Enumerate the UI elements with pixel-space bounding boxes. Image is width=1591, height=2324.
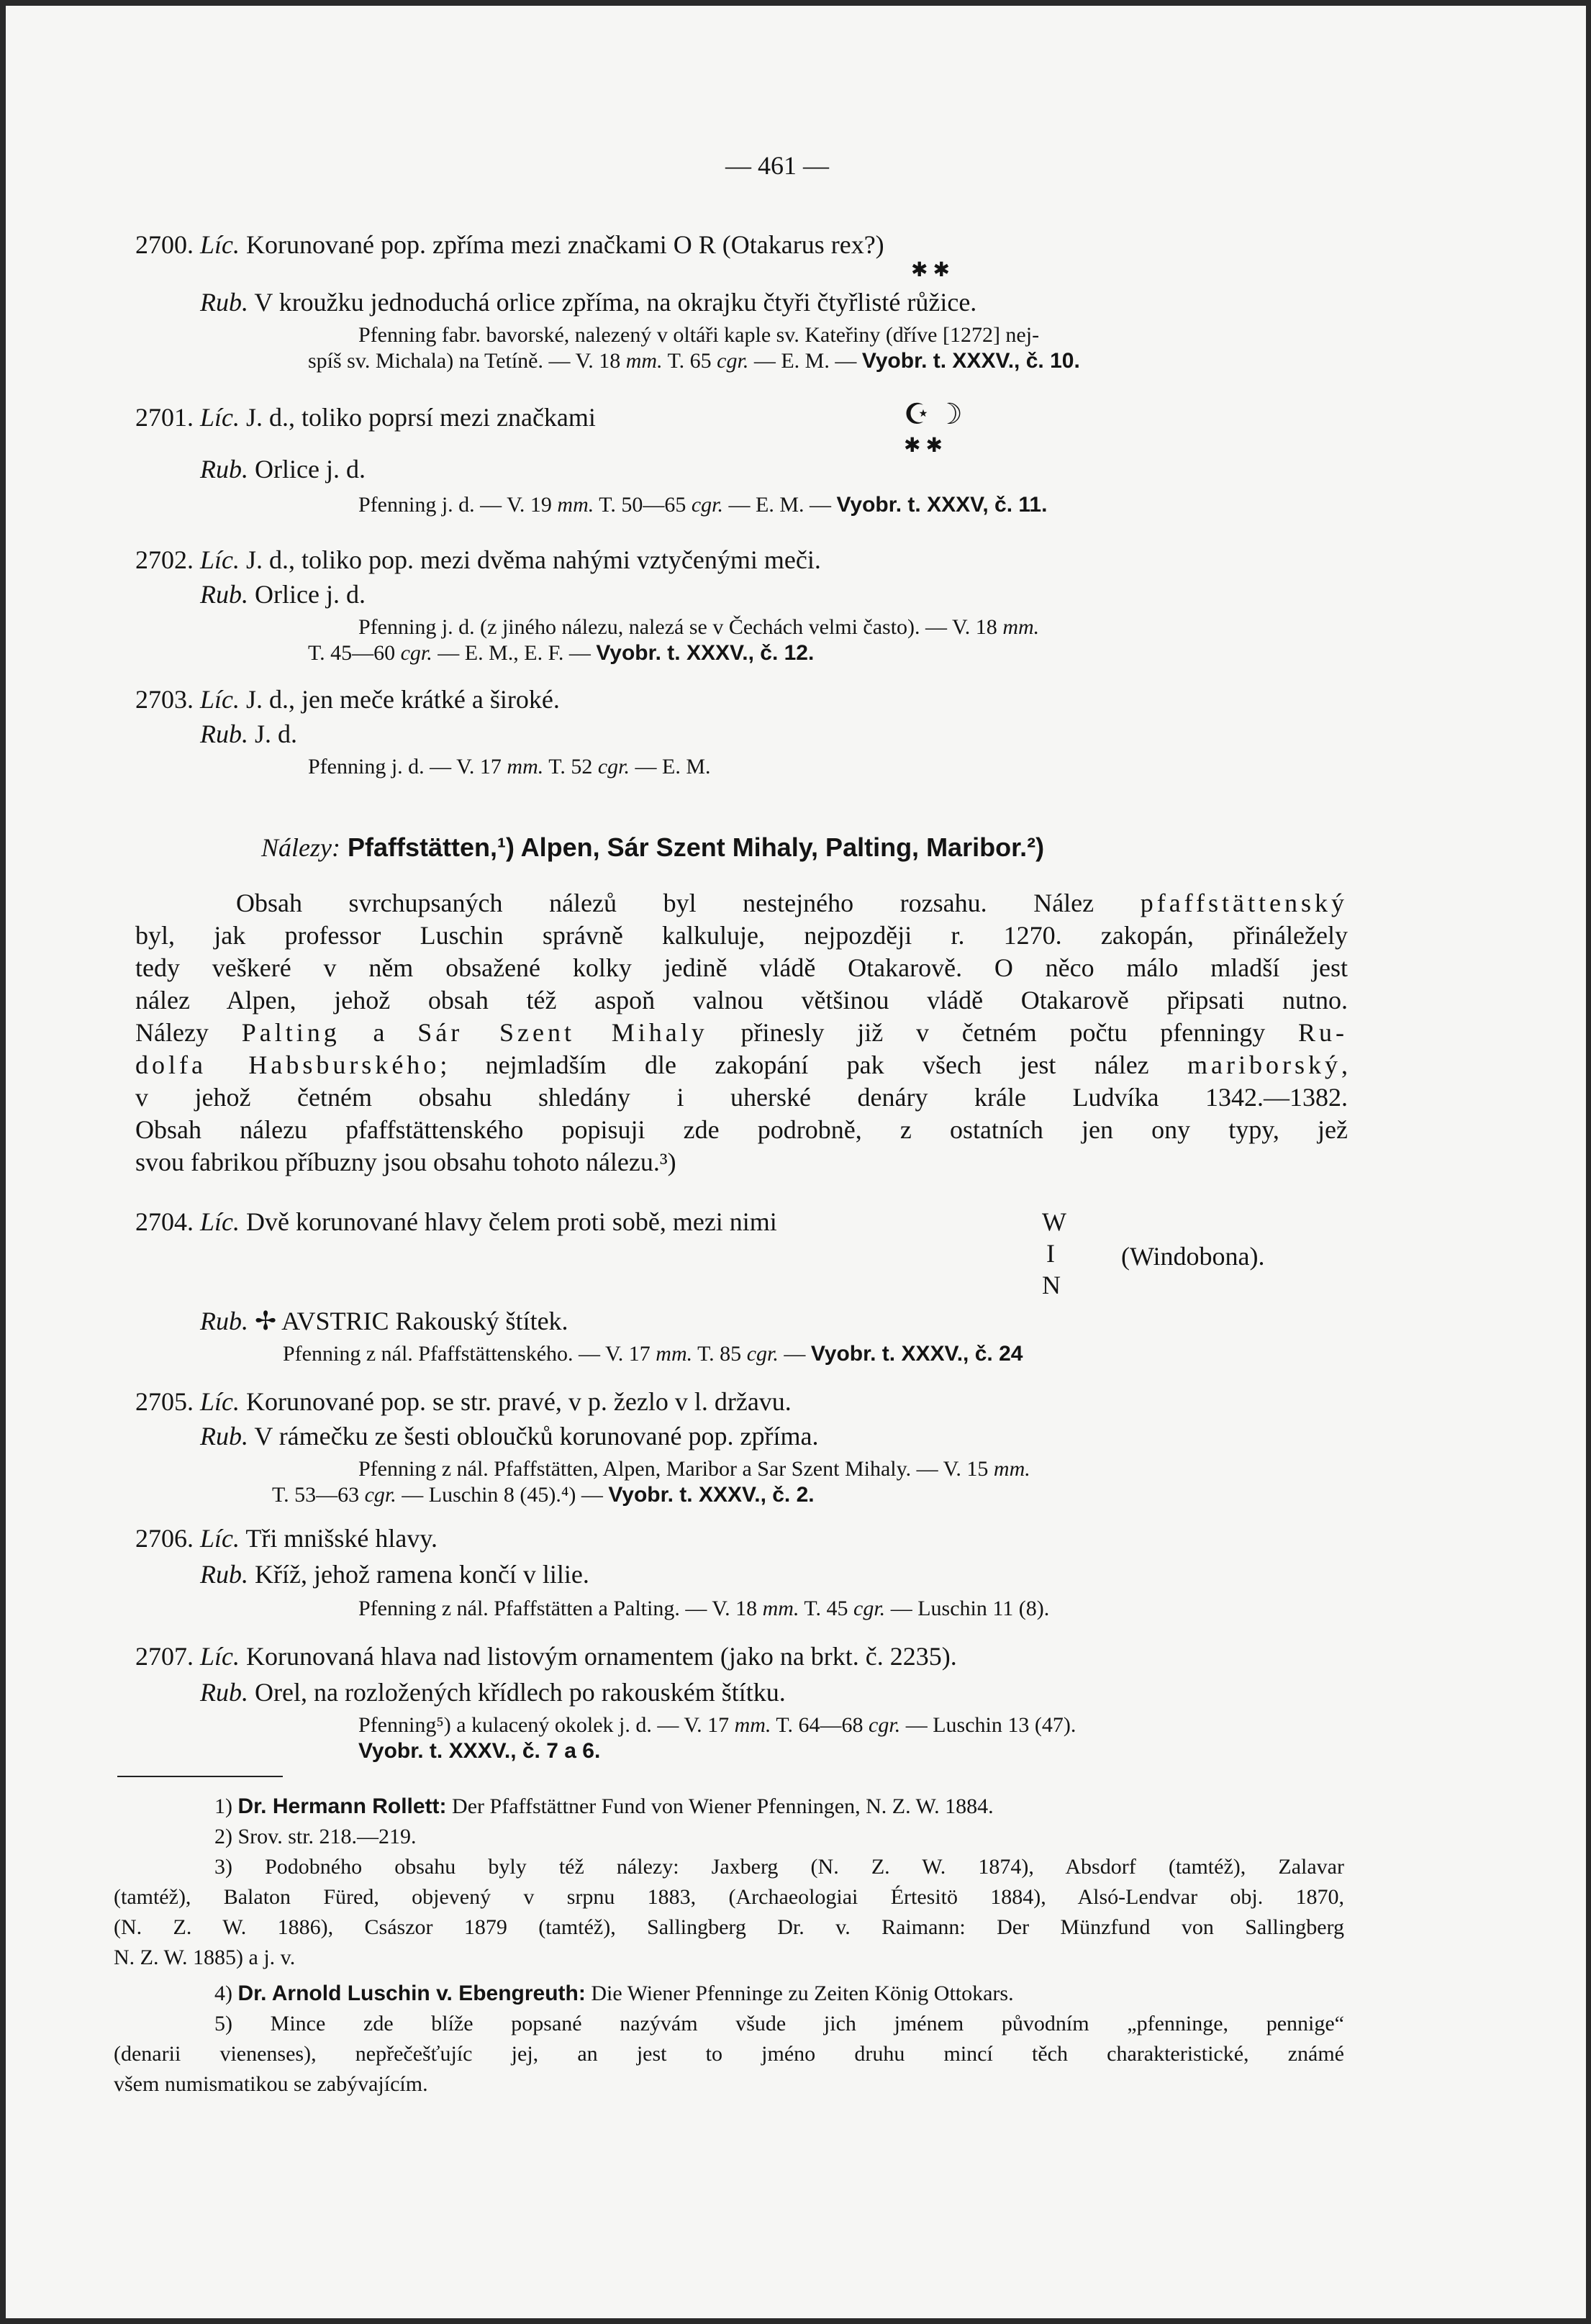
entry-2704-letter: N <box>1042 1271 1061 1299</box>
entry-2707-note-1: Pfenning⁵) a kulacený okolek j. d. — V. 17 mm. T. 64—68 cgr. — Luschin 13 (47). <box>358 1713 1076 1737</box>
entry-2701-stars: ✱ ✱ <box>904 435 943 457</box>
entry-2704-reverse: Rub. ✢ AVSTRIC Rakouský štítek. <box>200 1307 568 1335</box>
footnote-5-line: 5) Mince zde blíže popsané nazývám všude jich jménem původním „pfenninge, pennige“ <box>214 2012 1344 2035</box>
entry-2704-letter: W <box>1042 1207 1066 1236</box>
entry-2702-note-1: Pfenning j. d. (z jiného nálezu, nalezá se v Čechách velmi často). — V. 18 mm. <box>358 615 1040 639</box>
paragraph-line: nález Alpen, jehož obsah též aspoň valnou většinou vládě Otakarově připsati nutno. <box>135 986 1348 1015</box>
footnote-divider <box>117 1776 283 1777</box>
entry-2707-obverse: 2707. Líc. Korunovaná hlava nad listovým ornamentem (jako na brkt. č. 2235). <box>135 1642 957 1671</box>
entry-2706-note: Pfenning z nál. Pfaffstätten a Palting. — V. 18 mm. T. 45 cgr. — Luschin 11 (8). <box>358 1597 1050 1620</box>
entry-2700-note-2: spíš sv. Michala) na Tetíně. — V. 18 mm. T. 65 cgr. — E. M. — Vyobr. t. XXXV., č. 10. <box>308 349 1080 373</box>
entry-2705-note-1: Pfenning z nál. Pfaffstätten, Alpen, Maribor a Sar Szent Mihaly. — V. 15 mm. <box>358 1457 1030 1481</box>
entry-2704-windobona: (Windobona). <box>1121 1242 1265 1271</box>
entry-2701-reverse: Rub. Orlice j. d. <box>200 455 366 484</box>
entry-2700-note-1: Pfenning fabr. bavorské, nalezený v oltáři kaple sv. Kateřiny (dříve [1272] nej- <box>358 323 1040 347</box>
footnote-3-line: (N. Z. W. 1886), Császor 1879 (tamtéž), Sallingberg Dr. v. Raimann: Der Münzfund von Sallingberg <box>114 1915 1344 1939</box>
entry-2700-stars: ✱ ✱ <box>911 259 950 281</box>
paragraph-line: v jehož četném obsahu shledány i uherské denáry krále Ludvíka 1342.—1382. <box>135 1083 1348 1112</box>
document-page <box>6 6 1586 2318</box>
entry-2701-marks: ☪ ☽ <box>904 398 963 430</box>
entry-2705-obverse: 2705. Líc. Korunované pop. se str. pravé, v p. žezlo v l. državu. <box>135 1387 792 1416</box>
entry-2704-note: Pfenning z nál. Pfaffstättenského. — V. 17 mm. T. 85 cgr. — Vyobr. t. XXXV., č. 24 <box>283 1342 1023 1366</box>
entry-2703-obverse: 2703. Líc. J. d., jen meče krátké a široké. <box>135 685 560 714</box>
entry-2703-reverse: Rub. J. d. <box>200 720 298 748</box>
footnote-5-line: (denarii vienenses), nepřečešťujíc jej, an jest to jméno druhu mincí těch charakteristické, známé <box>114 2042 1344 2066</box>
entry-2707-note-2: Vyobr. t. XXXV., č. 7 a 6. <box>358 1739 601 1763</box>
footnote-3-line: 3) Podobného obsahu byly též nálezy: Jaxberg (N. Z. W. 1874), Absdorf (tamtéž), Zalavar <box>214 1855 1344 1879</box>
entry-2701-note: Pfenning j. d. — V. 19 mm. T. 50—65 cgr. — E. M. — Vyobr. t. XXXV, č. 11. <box>358 493 1048 517</box>
entry-2702-obverse: 2702. Líc. J. d., toliko pop. mezi dvěma nahými vztyčenými meči. <box>135 545 821 574</box>
entry-2707-reverse: Rub. Orel, na rozložených křídlech po rakouském štítku. <box>200 1678 786 1707</box>
entry-2700-obverse: 2700. Líc. Korunované pop. zpříma mezi značkami O R (Otakarus rex?) <box>135 230 884 259</box>
entry-2703-note: Pfenning j. d. — V. 17 mm. T. 52 cgr. — E. M. <box>308 755 711 779</box>
entry-2704-obverse: 2704. Líc. Dvě korunované hlavy čelem proti sobě, mezi nimi <box>135 1207 777 1236</box>
entry-2702-note-2: T. 45—60 cgr. — E. M., E. F. — Vyobr. t. XXXV., č. 12. <box>308 641 815 665</box>
entry-2705-reverse: Rub. V rámečku ze šesti obloučků korunované pop. zpříma. <box>200 1422 819 1451</box>
footnote-2: 2) Srov. str. 218.—219. <box>214 1825 417 1848</box>
entry-2706-reverse: Rub. Kříž, jehož ramena končí v lilie. <box>200 1560 589 1589</box>
paragraph-line: byl, jak professor Luschin správně kalkuluje, nejpozději r. 1270. zakopán, přináležely <box>135 921 1348 950</box>
footnote-1: 1) Dr. Hermann Rollett: Der Pfaffstättner Fund von Wiener Pfenningen, N. Z. W. 1884. <box>214 1794 994 1818</box>
paragraph-line: tedy veškeré v něm obsažené kolky jedině vládě Otakarově. O něco málo mladší jest <box>135 953 1348 982</box>
paragraph-line: Obsah nálezu pfaffstättenského popisuji zde podrobně, z ostatních jen ony typy, jež <box>135 1115 1348 1144</box>
footnote-3-line: N. Z. W. 1885) a j. v. <box>114 1946 296 1969</box>
footnote-3-line: (tamtéž), Balaton Füred, objevený v srpnu 1883, (Archaeologiai Értesitö 1884), Alsó-Lendvar obj. 1870, <box>114 1885 1344 1909</box>
page-number: — 461 — <box>725 151 829 180</box>
paragraph-line: Obsah svrchupsaných nálezů byl nestejného rozsahu. Nález pfaffstättenský <box>236 889 1348 917</box>
entry-2704-letter: I <box>1046 1239 1055 1268</box>
entry-2702-reverse: Rub. Orlice j. d. <box>200 580 366 609</box>
entry-2706-obverse: 2706. Líc. Tři mnišské hlavy. <box>135 1524 438 1553</box>
paragraph-line: dolfa Habsburského; nejmladším dle zakopání pak všech jest nález mariborský, <box>135 1050 1348 1079</box>
entry-2705-note-2: T. 53—63 cgr. — Luschin 8 (45).⁴) — Vyobr. t. XXXV., č. 2. <box>272 1483 815 1507</box>
paragraph-line: Nálezy Palting a Sár Szent Mihaly přinesly již v četném počtu pfenningy Ru- <box>135 1018 1349 1047</box>
footnote-5-line: všem numismatikou se zabývajícím. <box>114 2072 428 2096</box>
entry-2700-reverse: Rub. V kroužku jednoduchá orlice zpříma, na okrajku čtyři čtyřlisté růžice. <box>200 288 977 317</box>
finds-heading: Nálezy: Pfaffstätten,¹) Alpen, Sár Szent Mihaly, Palting, Maribor.²) <box>261 832 1045 862</box>
footnote-4: 4) Dr. Arnold Luschin v. Ebengreuth: Die Wiener Pfenninge zu Zeiten König Ottokars. <box>214 1982 1014 2005</box>
paragraph-line: svou fabrikou příbuzny jsou obsahu tohoto nálezu.³) <box>135 1148 676 1176</box>
entry-2701-obverse: 2701. Líc. J. d., toliko poprsí mezi značkami <box>135 403 596 432</box>
